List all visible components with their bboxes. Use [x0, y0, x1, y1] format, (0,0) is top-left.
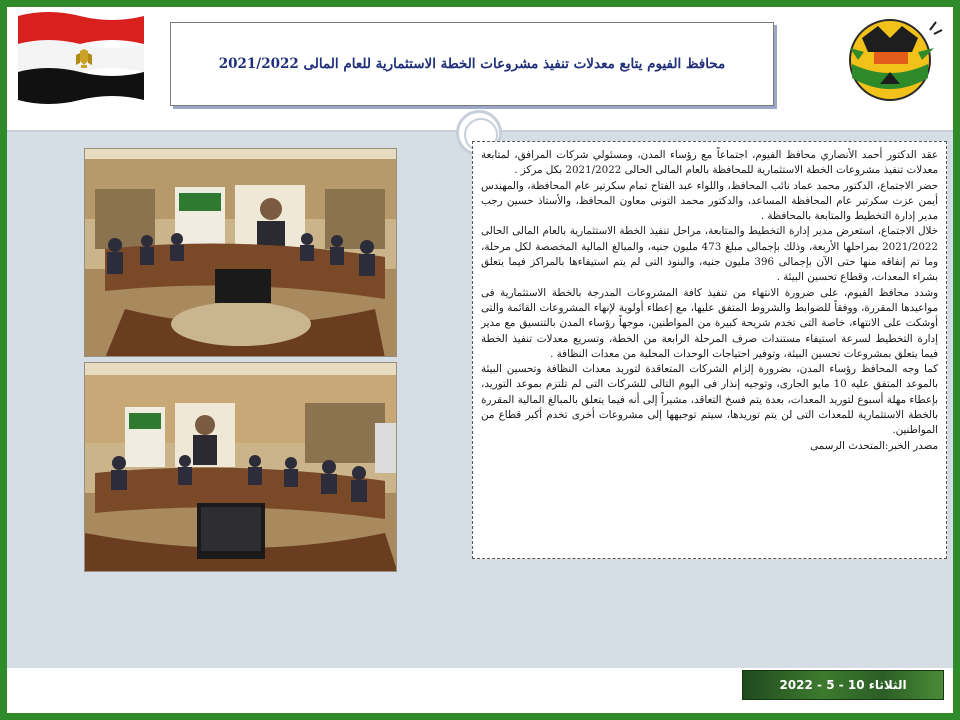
- article-paragraph: كما وجه المحافظ رؤساء المدن، بضرورة إلزام الشركات المتعاقدة لتوريد معدات النظافة وتحسين البيئة بالموعد المتفق عليه 10 مايو الجارى، وتوجيه إنذار فى اليوم التالى للشركات التى لم تلتزم بموعد التوريد، بإعطاء مهلة أسبوع لتوريد المعدات، بعدة يتم فسخ التعاقد، مشيراً إلى أنه فيما يتعلق بالمبالغ المالية المقررة بالخطة الاستثمارية للمعدات التى لن يتم توريدها، سيتم توجيهها إلى مشروعات أخرى تخدم أكبر قطاع من المواطنين.: [481, 363, 938, 437]
- headline-box: [170, 22, 774, 106]
- article-body: [472, 141, 947, 559]
- egypt-flag-icon: [14, 8, 148, 104]
- date-badge: [742, 670, 944, 700]
- article-source: مصدر الخبر:المتحدث الرسمى: [810, 439, 938, 452]
- article-paragraph: وشدد محافظ الفيوم، على ضرورة الانتهاء من تنفيذ كافة المشروعات المدرجة بالخطة الاستثمارية فى مواعيدها المقررة، ووفقاً للضوابط والشروط المتفق عليها، مع إعطاء أولوية لإنهاء المشروعات القائمة والتى أوشكت على الانتهاء، خاصة التى تخدم شريحة كبيرة من المواطنين، موجهاً رؤساء المدن بالتنسيق مع مدير إدارة التخطيط لسرعة استيفاء مستندات صرف المرحلة الرابعة من الخطة، وتسريع معدلات تنفيذ الخطة فيما يتعلق بمشروعات تحسين البيئة، وتوفير احتياجات الوحدات المحلية من معدات النظافة .: [481, 286, 938, 360]
- article-paragraph: حضر الاجتماع، الدكتور محمد عماد نائب المحافظ، واللواء عبد الفتاح تمام سكرتير عام المحافظة، والمهندس أيمن عزت سكرتير عام المحافظة المساعد، والدكتور محمد التونى معاون المحافظ، والأستاذ حسين رجب مدير إدارة التخطيط والمتابعة بالمحافظة .: [481, 179, 938, 223]
- headline-title: محافظ الفيوم يتابع معدلات تنفيذ مشروعات الخطة الاستثمارية للعام المالى 2021/2022: [218, 56, 726, 72]
- publication-date: الثلاثاء 10 - 5 - 2022: [779, 678, 907, 692]
- fayoum-governorate-logo-icon: [838, 8, 948, 108]
- meeting-photo-1: [84, 148, 397, 357]
- article-paragraph: خلال الاجتماع، استعرض مدير إدارة التخطيط والمتابعة، مراحل تنفيذ الخطة الاستثمارية بالعام المالى الحالى 2021/2022 بمراحلها الأربعة، وذلك بإجمالى مبلغ 473 مليون جنيه، والمبالغ المالية المخصصة لكل مرحلة، وما تم إنفاقه منها حتى الآن بإجمالى 396 مليون جنيه، والبنود التى لم يتم استيفاءها بالمراكز فيما يتعلق بشراء المعدات، وقطاع تحسين البيئة .: [481, 225, 938, 284]
- article-paragraph: عقد الدكتور أحمد الأنصاري محافظ الفيوم، اجتماعاً مع رؤساء المدن، ومسئولي شركات المرافق، لمتابعة معدلات تنفيذ مشروعات الخطة الاستثمارية للمحافظة بالعام المالى الحالى 2021/2022 بكل مركز .: [481, 149, 938, 177]
- meeting-photo-2: [84, 362, 397, 572]
